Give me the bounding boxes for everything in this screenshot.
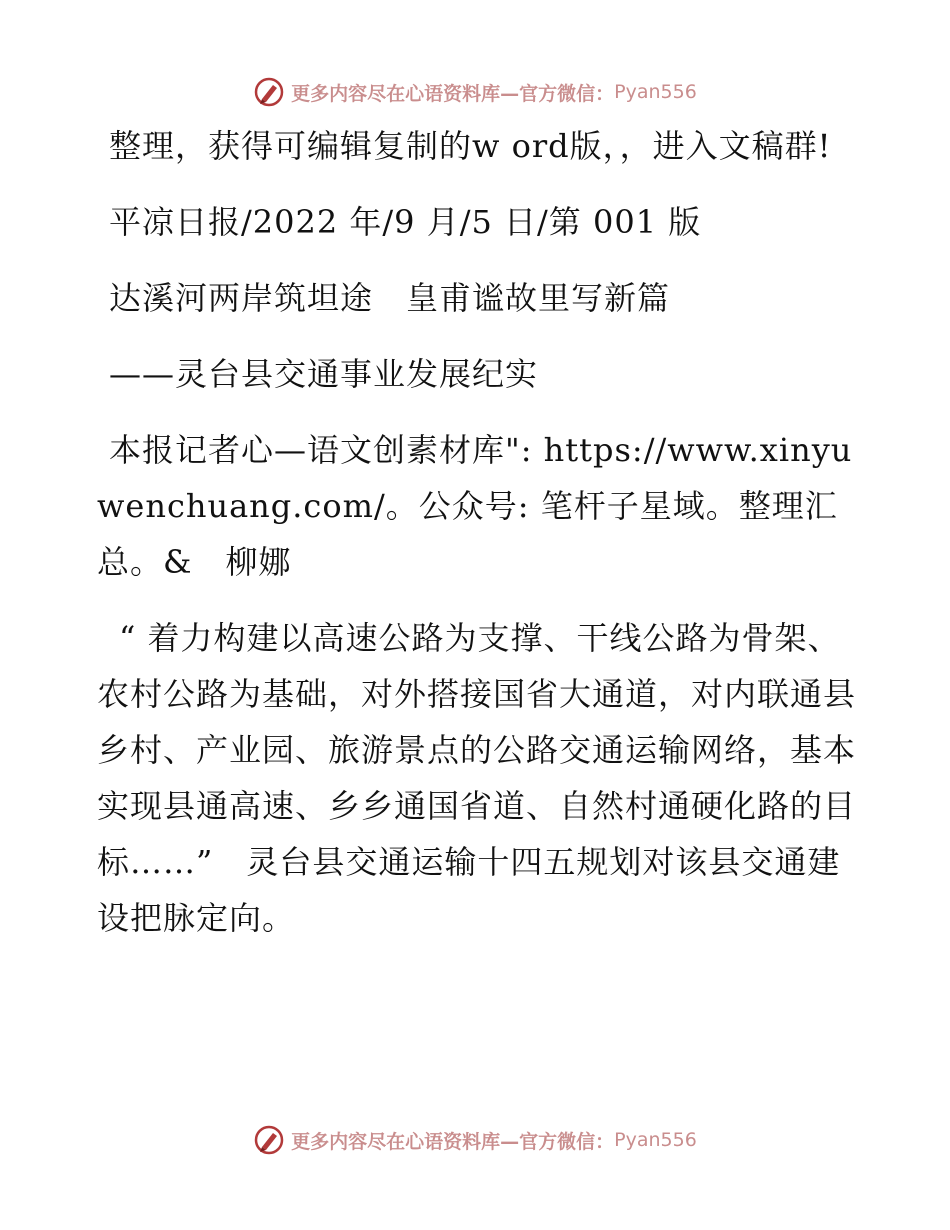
footer-watermark-banner [0, 1120, 950, 1160]
dateline: 平凉日报/2022 年/9 月/5 日/第 001 版 [109, 203, 702, 241]
article-headline: 达溪河两岸筑坦途 皇甫谧故里写新篇 [109, 279, 671, 317]
intro-paragraph: 整理，获得可编辑复制的w ord版，，进入文稿群! [109, 127, 832, 165]
watermark-wechat-id: Pyan556 [614, 81, 697, 103]
body-paragraph: “ 着力构建以高速公路为支撑、干线公路为骨架、农村公路为基础，对外搭接国省大通道，对内联通县乡村、产业园、旅游景点的公路交通运输网络，基本实现县通高速、乡乡通国省道、自然村通硬化路的目标……” 灵台县交通运输十四五规划对该县交通建设把脉定向。 [97, 619, 857, 937]
pen-logo-icon [253, 1124, 285, 1156]
header-watermark-banner [0, 72, 950, 112]
byline: 本报记者心—语文创素材库": https://www.xinyuwenchuang.com/。公众号: 笔杆子星域。整理汇总。& 柳娜 [97, 431, 853, 581]
pen-logo-icon [253, 76, 285, 108]
article-subheadline: ——灵台县交通事业发展纪实 [109, 355, 539, 393]
watermark-wechat-id: Pyan556 [614, 1129, 697, 1151]
document-body [97, 118, 857, 966]
watermark-text: 更多内容尽在心语资料库—官方微信： [291, 82, 615, 105]
watermark-text: 更多内容尽在心语资料库—官方微信： [291, 1130, 615, 1153]
